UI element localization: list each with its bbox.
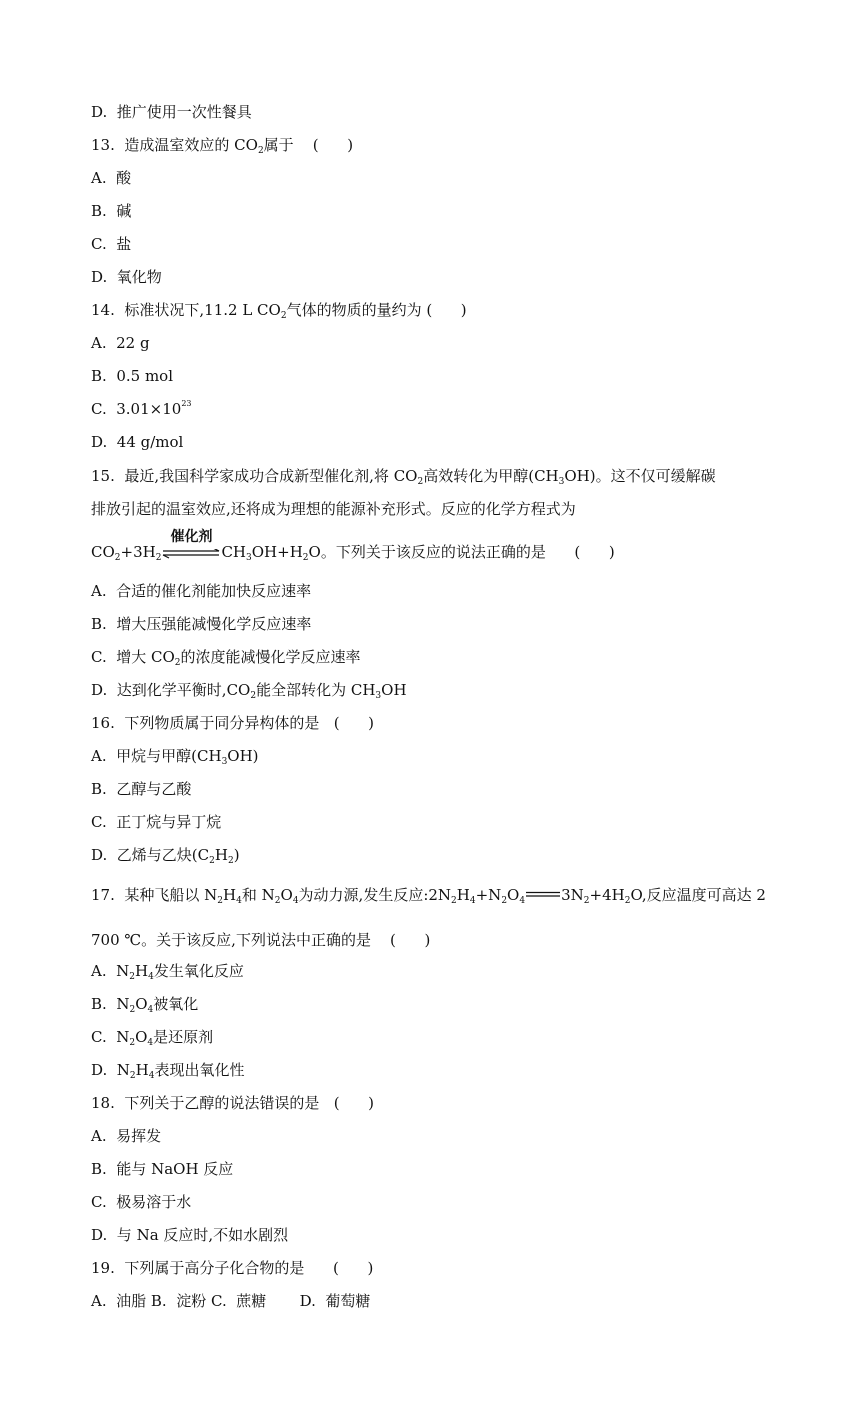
question-14: 14. 标准状况下,11.2 L $CO_2$气体的物质的量约为 ( ) bbox=[91, 301, 467, 321]
option-17-a: A. $N_2H_4$发生氧化反应 bbox=[91, 962, 244, 982]
option-15-b: B. 增大压强能减慢化学反应速率 bbox=[91, 615, 312, 633]
option-14-c: C. $3.01\times 10^{23}$ bbox=[91, 399, 192, 418]
option-14-b: B. 0.5 mol bbox=[91, 367, 174, 385]
option-16-b: B. 乙醇与乙酸 bbox=[91, 780, 192, 798]
question-19: 19. 下列属于高分子化合物的是 ( ) bbox=[91, 1259, 374, 1277]
reaction-equals-icon bbox=[525, 884, 561, 906]
option-18-a: A. 易挥发 bbox=[91, 1127, 162, 1145]
option-18-b: B. 能与 NaOH 反应 bbox=[91, 1160, 234, 1178]
option-14-d: D. 44 g/mol bbox=[91, 433, 184, 451]
option-16-d: D. 乙烯与乙炔$(C_2H_2)$ bbox=[91, 846, 240, 866]
option-18-d: D. 与 Na 反应时,不如水剧烈 bbox=[91, 1226, 289, 1244]
option-15-a: A. 合适的催化剂能加快反应速率 bbox=[91, 582, 312, 600]
option-15-d: D. 达到化学平衡时$,CO_2$能全部转化为 $CH_3OH$ bbox=[91, 681, 407, 701]
question-16: 16. 下列物质属于同分异构体的是 ( ) bbox=[91, 714, 375, 732]
option-17-d: D. $N_2H_4$表现出氧化性 bbox=[91, 1061, 245, 1081]
option-13-a: A. 酸 bbox=[91, 169, 132, 187]
question-15-line-1: 15. 最近,我国科学家成功合成新型催化剂,将 $CO_2$高效转化为甲醇$(CH_3OH)$。这不仅可缓解碳 bbox=[91, 467, 716, 487]
option-12-d: D. 推广使用一次性餐具 bbox=[91, 103, 252, 121]
option-17-b: B. $N_2O_4$被氧化 bbox=[91, 995, 199, 1015]
catalyst-label: 催化剂 bbox=[170, 529, 213, 545]
option-18-c: C. 极易溶于水 bbox=[91, 1193, 192, 1211]
question-17-line-1: 17. 某种飞船以 $N_2H_4$和 $N_2O_4$为动力源,发生反应$:2N_2H_4+N_2O_4$ $3N_2+4H_2O$,反应温度可高达 2 bbox=[91, 886, 766, 906]
options-19: A. 油脂 B. 淀粉 C. 蔗糖 D. 葡萄糖 bbox=[91, 1292, 371, 1310]
option-13-b: B. 碱 bbox=[91, 202, 132, 220]
question-15-equation: $CO_2+3H_2$ 催化剂 $CH_3OH+H_2O$。下列关于该反应的说法正确的是 ( ) bbox=[91, 541, 615, 563]
question-15-line-2: 排放引起的温室效应,还将成为理想的能源补充形式。反应的化学方程式为 bbox=[91, 500, 576, 518]
option-16-c: C. 正丁烷与异丁烷 bbox=[91, 813, 222, 831]
option-17-c: C. $N_2O_4$是还原剂 bbox=[91, 1028, 214, 1048]
question-17-line-2: 700 ℃。关于该反应,下列说法中正确的是 ( ) bbox=[91, 931, 431, 949]
option-13-c: C. 盐 bbox=[91, 235, 132, 253]
option-15-c: C. 增大 $CO_2$的浓度能减慢化学反应速率 bbox=[91, 648, 361, 668]
equilibrium-arrows-icon bbox=[161, 549, 221, 559]
question-13: 13. 造成温室效应的 $CO_2$属于 ( ) bbox=[91, 136, 354, 156]
option-16-a: A. 甲烷与甲醇$(CH_3OH)$ bbox=[91, 747, 259, 767]
catalyst-arrow bbox=[161, 529, 221, 563]
option-13-d: D. 氧化物 bbox=[91, 268, 162, 286]
question-18: 18. 下列关于乙醇的说法错误的是 ( ) bbox=[91, 1094, 375, 1112]
option-14-a: A. 22 g bbox=[91, 334, 150, 352]
